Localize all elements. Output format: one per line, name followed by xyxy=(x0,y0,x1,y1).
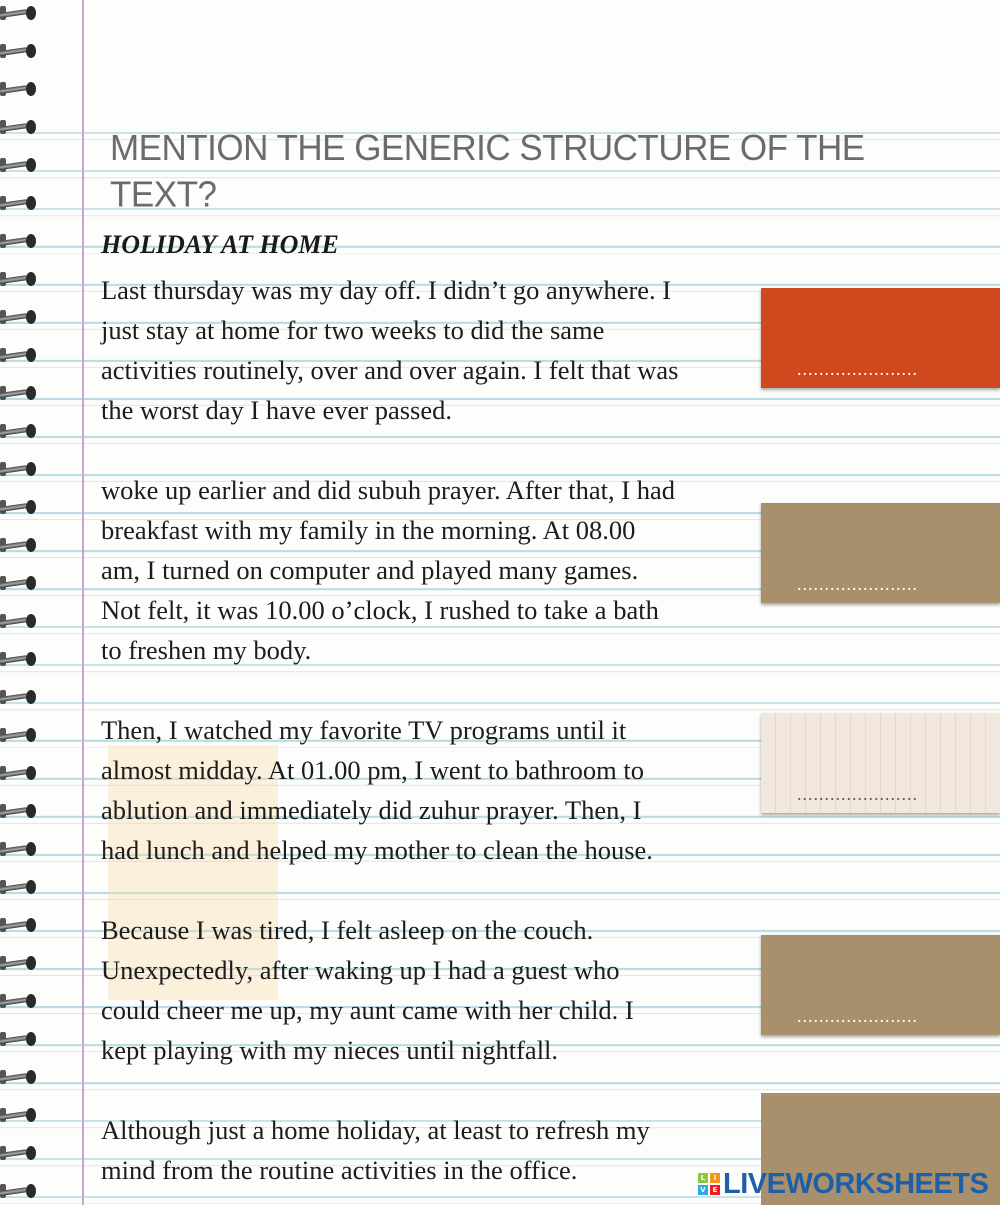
text-line: ablution and immediately did zuhur prayer. Then, I xyxy=(101,795,642,825)
spiral-coil xyxy=(0,1180,42,1202)
answer-box-3[interactable] xyxy=(761,713,1000,813)
text-line: just stay at home for two weeks to did the same xyxy=(101,315,605,345)
logo-mark-cell: V xyxy=(698,1185,708,1195)
spiral-coil xyxy=(0,458,42,480)
text-line: to freshen my body. xyxy=(101,635,312,665)
spiral-coil xyxy=(0,1028,42,1050)
spiral-coil xyxy=(0,572,42,594)
text-heading: HOLIDAY AT HOME xyxy=(101,230,339,259)
spiral-coil xyxy=(0,990,42,1012)
spiral-coil xyxy=(0,420,42,442)
liveworksheets-logo[interactable] xyxy=(698,1168,988,1200)
spiral-coil xyxy=(0,914,42,936)
answer-box-2[interactable] xyxy=(761,503,1000,603)
paragraph-reorientation xyxy=(101,1110,761,1190)
text-line: Then, I watched my favorite TV programs until it xyxy=(101,715,627,745)
paragraph-event-2 xyxy=(101,710,761,870)
spiral-coil xyxy=(0,382,42,404)
logo-mark-cell: I xyxy=(710,1173,720,1183)
spiral-coil xyxy=(0,230,42,252)
text-line: Although just a home holiday, at least to refresh my xyxy=(101,1115,650,1145)
text-line: am, I turned on computer and played many games. xyxy=(101,555,639,585)
answer-placeholder: ...................... xyxy=(797,359,918,379)
text-line: Last thursday was my day off. I didn’t go anywhere. I xyxy=(101,275,672,305)
paragraph-event-3 xyxy=(101,910,761,1070)
text-line: Unexpectedly, after waking up I had a guest who xyxy=(101,955,620,985)
spiral-coil xyxy=(0,952,42,974)
spiral-binding xyxy=(0,0,44,1205)
spiral-coil xyxy=(0,762,42,784)
text-line: Because I was tired, I felt asleep on the couch. xyxy=(101,915,594,945)
text-line: activities routinely, over and over again. I felt that was xyxy=(101,355,679,385)
text-line: kept playing with my nieces until nightfall. xyxy=(101,1035,559,1065)
text-line: had lunch and helped my mother to clean the house. xyxy=(101,835,653,865)
answer-placeholder: ...................... xyxy=(797,574,918,594)
spiral-coil xyxy=(0,686,42,708)
logo-text: LIVEWORKSHEETS xyxy=(723,1167,989,1200)
text-line: mind from the routine activities in the office. xyxy=(101,1155,578,1185)
text-line: woke up earlier and did subuh prayer. After that, I had xyxy=(101,475,675,505)
answer-placeholder: ...................... xyxy=(797,1006,918,1026)
spiral-coil xyxy=(0,648,42,670)
text-line: could cheer me up, my aunt came with her child. I xyxy=(101,995,634,1025)
worksheet-title: MENTION THE GENERIC STRUCTURE OF THE TEXT? xyxy=(110,128,865,215)
spiral-coil xyxy=(0,268,42,290)
paragraph-event-1 xyxy=(101,470,761,670)
text-line: the worst day I have ever passed. xyxy=(101,395,452,425)
spiral-coil xyxy=(0,1066,42,1088)
spiral-coil xyxy=(0,800,42,822)
spiral-coil xyxy=(0,192,42,214)
logo-mark-icon xyxy=(698,1173,720,1195)
spiral-coil xyxy=(0,610,42,632)
margin-line xyxy=(82,0,84,1205)
spiral-coil xyxy=(0,1104,42,1126)
spiral-coil xyxy=(0,496,42,518)
spiral-coil xyxy=(0,534,42,556)
spiral-coil xyxy=(0,306,42,328)
spiral-coil xyxy=(0,2,42,24)
logo-mark-cell: L xyxy=(698,1173,708,1183)
text-line: breakfast with my family in the morning. At 08.00 xyxy=(101,515,636,545)
paper-header-area xyxy=(0,0,1000,118)
spiral-coil xyxy=(0,154,42,176)
spiral-coil xyxy=(0,40,42,62)
paragraph-orientation xyxy=(101,270,761,430)
logo-mark-cell: E xyxy=(710,1185,720,1195)
spiral-coil xyxy=(0,116,42,138)
spiral-coil xyxy=(0,724,42,746)
spiral-coil xyxy=(0,78,42,100)
spiral-coil xyxy=(0,838,42,860)
text-line: Not felt, it was 10.00 o’clock, I rushed to take a bath xyxy=(101,595,659,625)
spiral-coil xyxy=(0,344,42,366)
spiral-coil xyxy=(0,1142,42,1164)
answer-placeholder: ...................... xyxy=(797,784,918,804)
answer-box-4[interactable] xyxy=(761,935,1000,1035)
answer-box-1[interactable] xyxy=(761,288,1000,388)
text-line: almost midday. At 01.00 pm, I went to bathroom to xyxy=(101,755,644,785)
spiral-coil xyxy=(0,876,42,898)
